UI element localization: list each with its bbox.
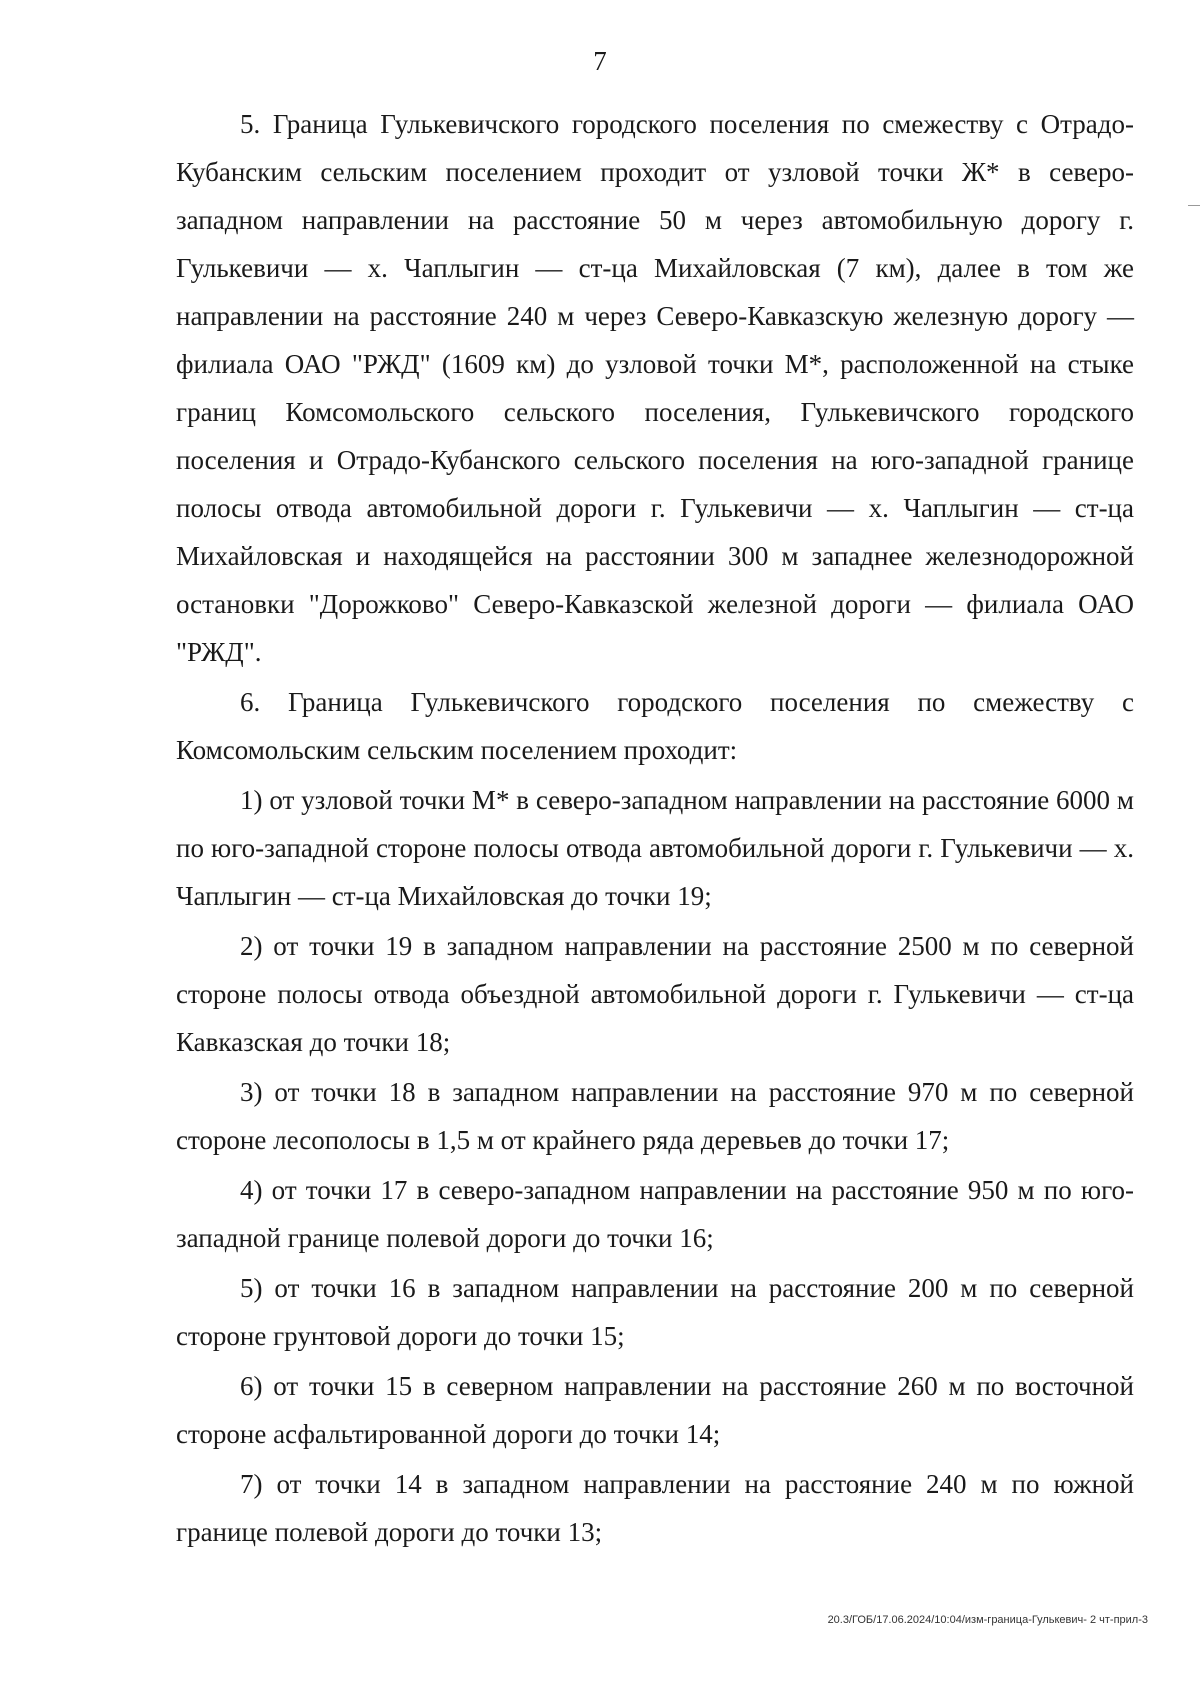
list-item: 6) от точки 15 в северном направлении на расстояние 260 м по восточной стороне асфальтированной дороги до точки 14;	[176, 1371, 1134, 1449]
list-item: 5) от точки 16 в западном направлении на расстояние 200 м по северной стороне грунтовой дороги до точки 15;	[176, 1273, 1134, 1351]
paragraph-6: 6. Граница Гулькевичского городского поселения по смежеству с Комсомольским сельским поселением проходит:	[176, 687, 1134, 765]
list-item: 3) от точки 18 в западном направлении на расстояние 970 м по северной стороне лесополосы в 1,5 м от крайнего ряда деревьев до точки 17;	[176, 1077, 1134, 1155]
document-body	[176, 100, 1134, 1556]
document-footer-code: 20.3/ГОБ/17.06.2024/10:04/изм-граница-Гулькевич- 2 чт-прил-3	[827, 1614, 1148, 1626]
margin-mark	[1188, 205, 1200, 206]
list-item: 2) от точки 19 в западном направлении на расстояние 2500 м по северной стороне полосы отвода объездной автомобильной дороги г. Гулькевичи — ст-ца Кавказская до точки 18;	[176, 931, 1134, 1057]
boundary-point-list	[176, 776, 1134, 1556]
paragraph-5: 5. Граница Гулькевичского городского поселения по смежеству с Отрадо-Кубанским сельским поселением проходит от узловой точки Ж* в северо-западном направлении на расстояние 50 м через автомобильную дорогу г. Гулькевичи — х. Чаплыгин — ст-ца Михайловская (7 км), далее в том же направлении на расстояние 240 м через Северо-Кавказскую железную дорогу — филиала ОАО "РЖД" (1609 км) до узловой точки М*, расположенной на стыке границ Комсомольского сельского поселения, Гулькевичского городского поселения и Отрадо-Кубанского сельского поселения на юго-западной границе полосы отвода автомобильной дороги г. Гулькевичи — х. Чаплыгин — ст-ца Михайловская и находящейся на расстоянии 300 м западнее железнодорожной остановки "Дорожково" Северо-Кавказской железной дороги — филиала ОАО "РЖД".	[176, 109, 1134, 667]
page-number: 7	[593, 46, 607, 76]
list-item: 7) от точки 14 в западном направлении на расстояние 240 м по южной границе полевой дороги до точки 13;	[176, 1469, 1134, 1547]
list-item: 1) от узловой точки М* в северо-западном направлении на расстояние 6000 м по юго-западной стороне полосы отвода автомобильной дороги г. Гулькевичи — х. Чаплыгин — ст-ца Михайловская до точки 19;	[176, 785, 1134, 911]
list-item: 4) от точки 17 в северо-западном направлении на расстояние 950 м по юго-западной границе полевой дороги до точки 16;	[176, 1175, 1134, 1253]
